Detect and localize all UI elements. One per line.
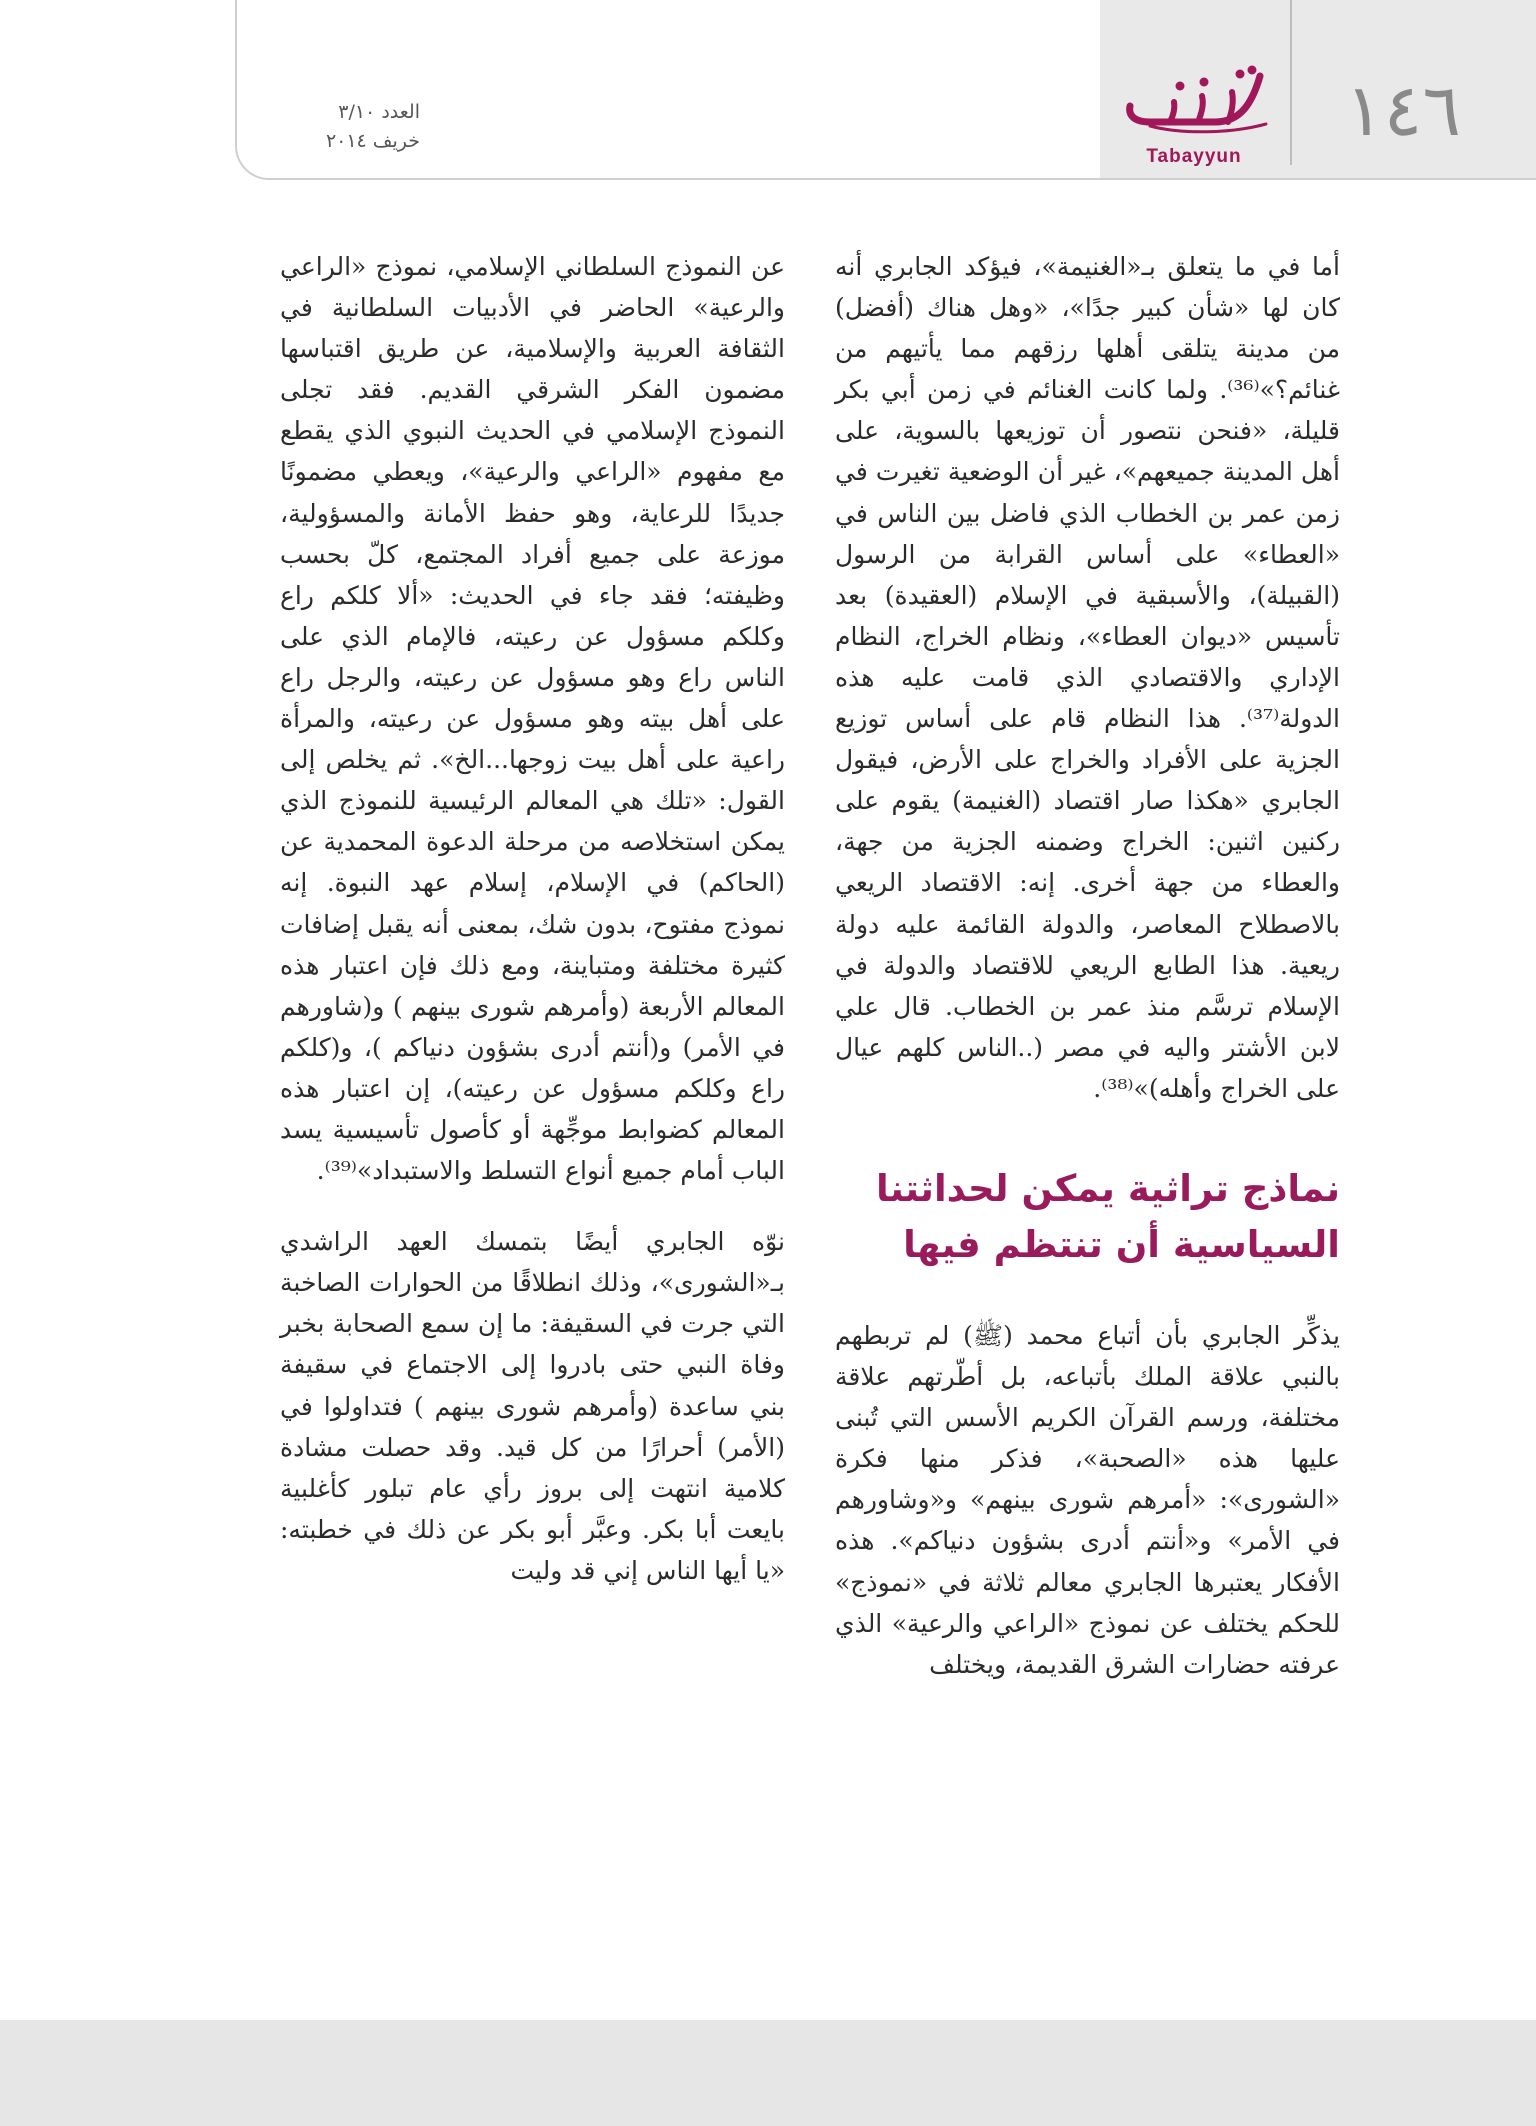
page-number: ١٤٦ [1344, 71, 1461, 151]
right-paragraph-2: يذكِّر الجابري بأن أتباع محمد (ﷺ) لم تربطهم بالنبي علاقة الملك بأتباعه، بل أطّرتهم علاقة مختلفة، ورسم القرآن الكريم الأسس التي تُبنى عليها هذه «الصحبة»، فذكر منها فكرة «الشورى»: «أمرهم شورى بينهم» و«وشاورهم في الأمر» و«أنتم أدرى بشؤون دنياكم». هذه الأفكار يعتبرها الجابري معالم ثلاثة في «نموذج» للحكم يختلف عن نموذج «الراعي والرعية» الذي عرفته حضارات الشرق القديمة، ويختلف [835, 1320, 1340, 1679]
logo-latin-text: Tabayyun [1146, 146, 1242, 167]
header-divider [1290, 0, 1292, 165]
right-paragraph-1: أما في ما يتعلق بـ«الغنيمة»، فيؤكد الجابري أنه كان لها «شأن كبير جدًا»، «وهل هناك (أفضل) من مدينة يتلقى أهلها رزقهم مما يأتيهم من غنائم؟»⁽³⁶⁾. ولما كانت الغنائم في زمن أبي بكر قليلة، «فنحن نتصور أن توزيعها بالسوية، على أهل المدينة جميعهم»، غير أن الوضعية تغيرت في زمن عمر بن الخطاب الذي فاضل بين الناس في «العطاء» على أساس القرابة من الرسول (القبيلة)، والأسبقية في الإسلام (العقيدة) بعد تأسيس «ديوان العطاء»، ونظام الخراج، النظام الإداري والاقتصادي الذي قامت عليه هذه الدولة⁽³⁷⁾. هذا النظام قام على أساس توزيع الجزية على الأفراد والخراج على الأرض، فيقول الجابري «هكذا صار اقتصاد (الغنيمة) يقوم على ركنين اثنين: الخراج وضمنه الجزية من جهة، والعطاء من جهة أخرى. إنه: الاقتصاد الريعي بالاصطلاح المعاصر، والدولة القائمة عليه دولة ريعية. هذا الطابع الريعي للاقتصاد والدولة في الإسلام ترسَّم منذ عمر بن الخطاب. قال علي لابن الأشتر واليه في مصر (..الناس كلهم عيال على الخراج وأهله)»⁽³⁸⁾. [835, 252, 1340, 1103]
left-column [280, 246, 785, 1591]
left-paragraph-2: نوّه الجابري أيضًا بتمسك العهد الراشدي بـ«الشورى»، وذلك انطلاقًا من الحوارات الصاخبة التي جرت في السقيفة: ما إن سمع الصحابة بخبر وفاة النبي حتى بادروا إلى الاجتماع في سقيفة بني ساعدة (وأمرهم شورى بينهم ) فتداولوا في (الأمر) أحرارًا من كل قيد. وقد حصلت مشادة كلامية انتهت إلى بروز رأي عام تبلور كأغلبية بايعت أبا بكر. وعبَّر أبو بكر عن ذلك في خطبته: «يا أيها الناس إني قد وليت [280, 1227, 785, 1585]
logo-arabic-mark [1120, 64, 1270, 134]
footer-band [0, 2020, 1536, 2126]
section-heading: نماذج تراثية يمكن لحداثتنا السياسية أن تنتظم فيها [875, 1166, 1340, 1266]
issue-info [270, 98, 420, 156]
issue-label: العدد ٣/١٠ [338, 101, 420, 123]
journal-logo [1120, 64, 1270, 167]
season-label: خريف ٢٠١٤ [325, 130, 420, 152]
right-column [835, 246, 1340, 1685]
left-paragraph-1: عن النموذج السلطاني الإسلامي، نموذج «الراعي والرعية» الحاضر في الأدبيات السلطانية في الثقافة العربية والإسلامية، عن طريق اقتباسها مضمون الفكر الشرقي القديم. فقد تجلى النموذج الإسلامي في الحديث النبوي الذي يقطع مع مفهوم «الراعي والرعية»، ويعطي مضمونًا جديدًا للرعاية، وهو حفظ الأمانة والمسؤولية، موزعة على جميع أفراد المجتمع، كلّ بحسب وظيفته؛ فقد جاء في الحديث: «ألا كلكم راع وكلكم مسؤول عن رعيته، فالإمام الذي على الناس راع وهو مسؤول عن رعيته، والرجل راع على أهل بيته وهو مسؤول عن رعيته، والمرأة راعية على أهل بيت زوجها...الخ». ثم يخلص إلى القول: «تلك هي المعالم الرئيسية للنموذج الذي يمكن استخلاصه من مرحلة الدعوة المحمدية عن (الحاكم) في الإسلام، إسلام عهد النبوة. إنه نموذج مفتوح، بدون شك، بمعنى أنه يقبل إضافات كثيرة مختلفة ومتباينة، ومع ذلك فإن اعتبار هذه المعالم الأربعة (وأمرهم شورى بينهم ) و(شاورهم في الأمر) و(أنتم أدرى بشؤون دنياكم )، و(كلكم راع وكلكم مسؤول عن رعيته)، إن اعتبار هذه المعالم كضوابط موجِّهة أو كأصول تأسيسية يسد الباب أمام جميع أنواع التسلط والاستبداد»⁽³⁹⁾. [280, 252, 786, 1186]
